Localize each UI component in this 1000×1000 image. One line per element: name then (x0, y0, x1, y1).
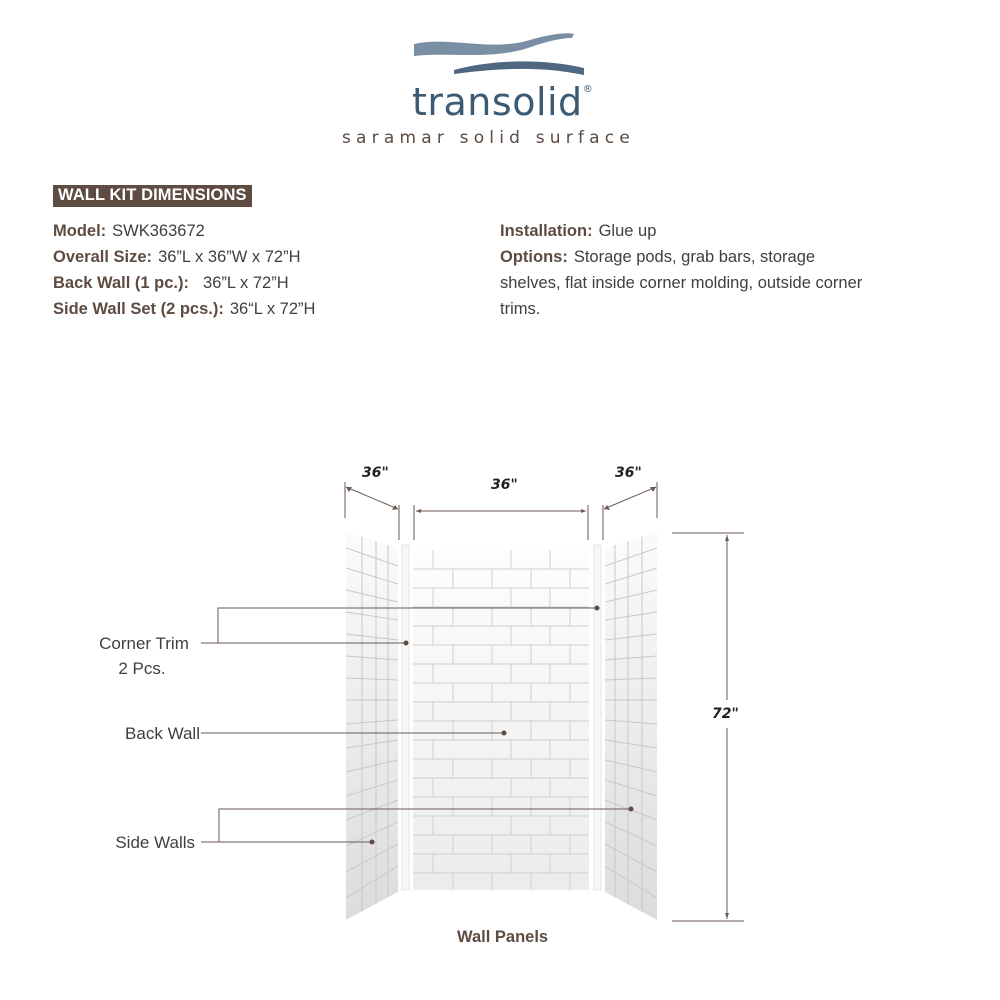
spec-value: Storage pods, grab bars, storage shelves, flat inside corner molding, outside corner trims. (500, 248, 863, 318)
dim-left-side-width: 36" (362, 465, 389, 481)
callout-corner-trim-label: Corner Trim (99, 634, 189, 653)
spec-label: Overall Size: (53, 248, 153, 266)
spec-label: Side Wall Set (2 pcs.): (53, 300, 224, 318)
brand-tagline: saramar solid surface (342, 128, 635, 148)
section-title-badge: WALL KIT DIMENSIONS (53, 185, 252, 207)
spec-value: 36”L x 72”H (203, 274, 289, 292)
spec-label: Model: (53, 222, 107, 240)
spec-label: Options: (500, 248, 568, 266)
dim-back-width: 36" (491, 477, 518, 493)
callout-corner-trim-qty: 2 Pcs. (118, 659, 166, 678)
corner-trim-right (594, 545, 601, 890)
dim-height: 72" (712, 706, 739, 722)
spec-value: SWK363672 (112, 222, 205, 240)
left-side-wall (346, 530, 398, 920)
callout-back-wall: Back Wall (125, 724, 200, 743)
spec-value: 36“L x 72”H (229, 300, 316, 318)
brand-name: transolid (412, 80, 583, 124)
registered-mark: ® (582, 84, 594, 95)
right-side-wall (605, 530, 657, 920)
callout-side-walls: Side Walls (115, 833, 195, 852)
corner-trim-left (402, 545, 409, 890)
dim-right-side-width: 36" (615, 465, 642, 481)
diagram-caption: Wall Panels (457, 928, 549, 946)
spec-value: 36”L x 36”W x 72”H (158, 248, 301, 266)
spec-label: Back Wall (1 pc.): (53, 274, 190, 292)
spec-value: Glue up (598, 222, 657, 240)
spec-label: Installation: (500, 222, 593, 240)
back-wall (413, 550, 589, 892)
callout-corner-trim (88, 631, 200, 681)
